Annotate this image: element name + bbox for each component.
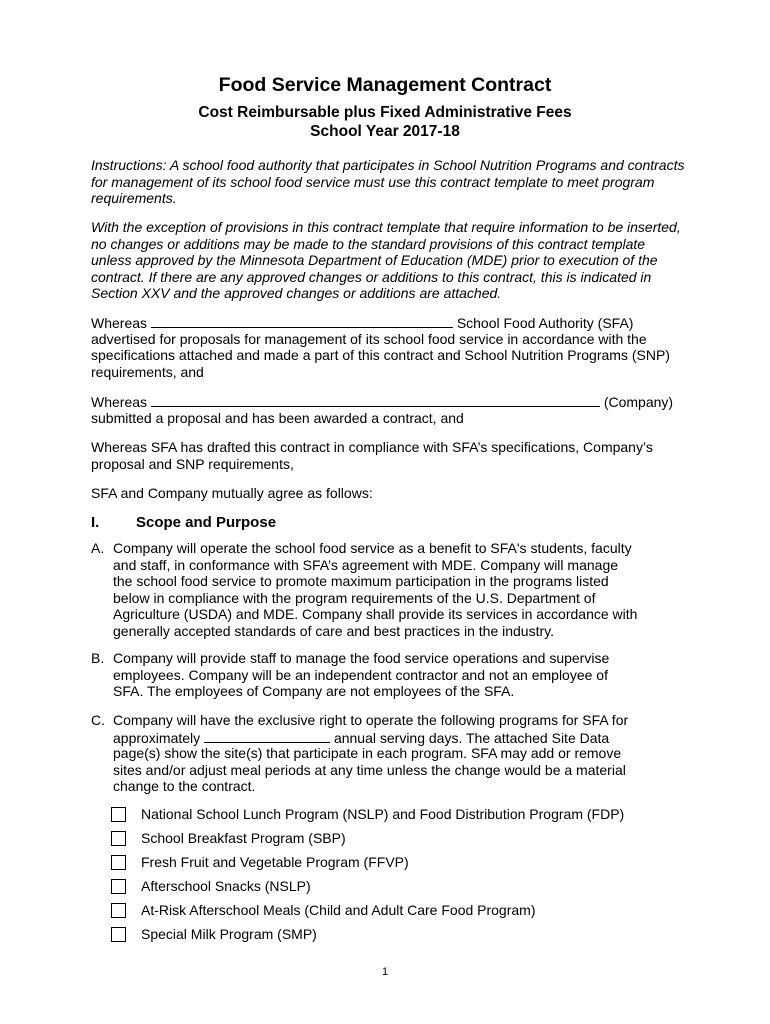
text-line: requirements, and xyxy=(91,363,204,380)
serving-days-blank[interactable] xyxy=(204,729,330,743)
text-line: specifications attached and made a part of this contract and School Nutrition Programs (SNP) xyxy=(91,347,670,363)
company-label: (Company) xyxy=(603,394,674,410)
text-line: Company will provide staff to manage the food service operations and supervise xyxy=(113,650,610,666)
whereas-drafted-paragraph xyxy=(91,439,685,472)
whereas-label: Whereas xyxy=(91,394,148,410)
item-c-text xyxy=(113,712,628,795)
checkbox[interactable] xyxy=(111,879,126,894)
text-line: contract. If there are any approved changes or additions to this contract, this is indicated in xyxy=(91,268,652,285)
sfa-name-blank[interactable] xyxy=(151,314,453,328)
text-line: With the exception of provisions in this contract template that require information to be inserted, xyxy=(91,219,681,235)
program-option-at-risk[interactable] xyxy=(111,900,536,920)
program-option-ffvp[interactable] xyxy=(111,852,409,872)
text-line: generally accepted standards of care and best practices in the industry. xyxy=(113,622,554,639)
checkbox[interactable] xyxy=(111,903,126,918)
text-line: unless approved by the Minnesota Department of Education (MDE) prior to execution of the xyxy=(91,252,658,268)
checkbox[interactable] xyxy=(111,927,126,942)
program-label: Special Milk Program (SMP) xyxy=(141,926,317,942)
program-option-sbp[interactable] xyxy=(111,828,346,848)
whereas-sfa-paragraph xyxy=(91,314,685,380)
text-line: no changes or additions may be made to the standard provisions of this contract template xyxy=(91,235,646,252)
program-label: National School Lunch Program (NSLP) and Food Distribution Program (FDP) xyxy=(141,806,625,822)
item-b-text xyxy=(113,650,609,700)
checkbox[interactable] xyxy=(111,807,126,822)
text-line: the school food service to promote maximum participation in the programs listed xyxy=(113,573,609,589)
text-line xyxy=(91,393,685,410)
sfa-label: School Food Authority (SFA) xyxy=(456,315,634,331)
item-letter: B. xyxy=(91,650,105,666)
text-line: proposal and SNP requirements, xyxy=(91,455,294,472)
text-line: employees. Company will be an independent contractor and not an employee of xyxy=(113,666,608,683)
school-year: School Year 2017-18 xyxy=(310,123,460,140)
item-a-text xyxy=(113,540,637,639)
checkbox[interactable] xyxy=(111,855,126,870)
text-line: Company will have the exclusive right to operate the following programs for SFA for xyxy=(113,712,629,728)
approximately-label: approximately xyxy=(113,729,201,746)
text-line: change to the contract. xyxy=(113,778,256,794)
serving-days-label: annual serving days. The attached Site Data xyxy=(333,729,610,746)
text-line: and staff, in conformance with SFA’s agreement with MDE. Company will manage xyxy=(113,556,619,573)
whereas-company-paragraph xyxy=(91,393,685,426)
text-line: Agriculture (USDA) and MDE. Company shall provide its services in accordance with xyxy=(113,606,638,622)
text-line: Section XXV and the approved changes or additions are attached. xyxy=(91,285,502,301)
program-label: At-Risk Afterschool Meals (Child and Adult Care Food Program) xyxy=(141,902,536,918)
section-heading: Scope and Purpose xyxy=(136,514,277,531)
program-option-nslp[interactable] xyxy=(111,804,624,824)
text-line: SFA. The employees of Company are not employees of the SFA. xyxy=(113,683,515,699)
provisions-paragraph xyxy=(91,219,685,302)
item-letter: A. xyxy=(91,540,105,556)
agreement-statement: SFA and Company mutually agree as follows: xyxy=(91,485,373,501)
text-line: submitted a proposal and has been awarded a contract, and xyxy=(91,409,464,426)
text-line: sites and/or adjust meal periods at any time unless the change would be a material xyxy=(113,761,626,778)
text-line xyxy=(91,314,685,331)
text-line: Whereas SFA has drafted this contract in compliance with SFA’s specifications, Company’s xyxy=(91,439,653,455)
whereas-label: Whereas xyxy=(91,315,148,331)
item-letter: C. xyxy=(91,712,105,728)
page-number: 1 xyxy=(381,966,389,978)
program-option-smp[interactable] xyxy=(111,924,317,944)
text-line: for management of its school food service must use this contract template to meet program xyxy=(91,173,655,190)
program-label: School Breakfast Program (SBP) xyxy=(141,830,346,846)
text-line: Company will operate the school food service as a benefit to SFA's students, faculty xyxy=(113,540,632,556)
instructions-paragraph xyxy=(91,157,685,207)
document-subtitle: Cost Reimbursable plus Fixed Administrative Fees xyxy=(198,104,572,121)
section-number: I. xyxy=(91,514,100,531)
text-line: below in compliance with the program requirements of the U.S. Department of xyxy=(113,589,596,606)
checkbox[interactable] xyxy=(111,831,126,846)
program-option-snacks[interactable] xyxy=(111,876,311,896)
company-name-blank[interactable] xyxy=(151,393,600,407)
text-line: advertised for proposals for management of its school food service in accordance with the xyxy=(91,330,647,347)
text-line: Instructions: A school food authority that participates in School Nutrition Programs and contracts xyxy=(91,157,685,173)
program-label: Afterschool Snacks (NSLP) xyxy=(141,878,311,894)
text-line: requirements. xyxy=(91,190,177,206)
document-title: Food Service Management Contract xyxy=(218,74,552,96)
program-label: Fresh Fruit and Vegetable Program (FFVP) xyxy=(141,854,409,870)
text-line: page(s) show the site(s) that participate in each program. SFA may add or remove xyxy=(113,745,622,761)
text-line xyxy=(113,729,628,746)
